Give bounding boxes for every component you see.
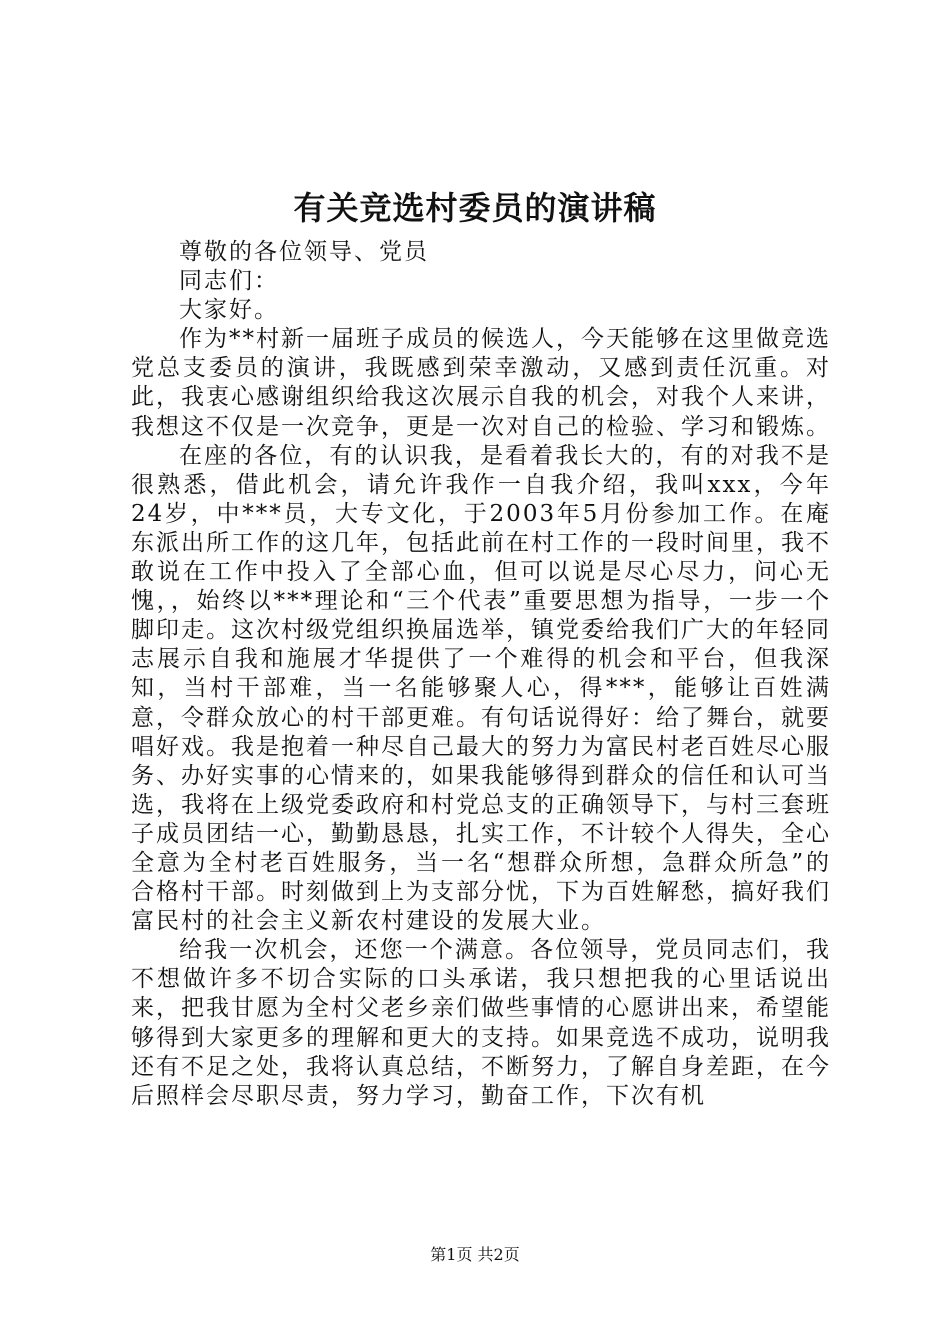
greeting-line: 大家好。 xyxy=(179,297,279,324)
page-number: 第1页 共2页 xyxy=(430,1245,520,1264)
body-paragraph: 给我一次机会，还您一个满意。各位领导，党员同志们，我不想做许多不切合实际的口头承诺，我只想把我的心里话说出来，把我甘愿为全村父老乡亲们做些事情的心愿讲出来，希望能够得到大家更多的理解和更大的支持。如果竞选不成功，说明我还有不足之处，我将认真总结，不断努力，了解自身差距，在今后照样会尽职尽责，努力学习，勤奋工作，下次有机 xyxy=(131,937,831,1109)
salutation-line: 尊敬的各位领导、党员 xyxy=(179,239,429,265)
document-body xyxy=(131,238,831,1111)
page-footer xyxy=(0,1244,950,1266)
document-title: 有关竞选村委员的演讲稿 xyxy=(293,189,657,227)
body-paragraph: 在座的各位，有的认识我，是看着我长大的，有的对我不是很熟悉，借此机会，请允许我作一自我介绍，我叫xxx，今年24岁，中***员，大专文化，于2003年5月份参加工作。在庵东派出所工作的这几年，包括此前在村工作的一段时间里，我不敢说在工作中投入了全部心血，但可以说是尽心尽力，问心无愧，，始终以***理论和“三个代表”重要思想为指导，一步一个脚印走。这次村级党组织换届选举，镇党委给我们广大的年轻同志展示自我和施展才华提供了一个难得的机会和平台，但我深知，当村干部难，当一名能够聚人心，得***，能够让百姓满意，令群众放心的村干部更难。有句话说得好：给了舞台，就要唱好戏。我是抱着一种尽自己最大的努力为富民村老百姓尽心服务、办好实事的心情来的，如果我能够得到群众的信任和认可当选，我将在上级党委政府和村党总支的正确领导下，与村三套班子成员团结一心，勤勤恳恳，扎实工作，不计较个人得失，全心全意为全村老百姓服务，当一名“想群众所想，急群众所急”的合格村干部。时刻做到上为支部分忧，下为百姓解愁，搞好我们富民村的社会主义新农村建设的发展大业。 xyxy=(131,442,831,935)
salutation-line: 同志们： xyxy=(179,268,279,295)
body-paragraph: 作为**村新一届班子成员的候选人，今天能够在这里做竞选党总支委员的演讲，我既感到荣幸激动，又感到责任沉重。对此，我衷心感谢组织给我这次展示自我的机会，对我个人来讲，我想这不仅是一次竞争，更是一次对自己的检验、学习和锻炼。 xyxy=(131,326,831,440)
